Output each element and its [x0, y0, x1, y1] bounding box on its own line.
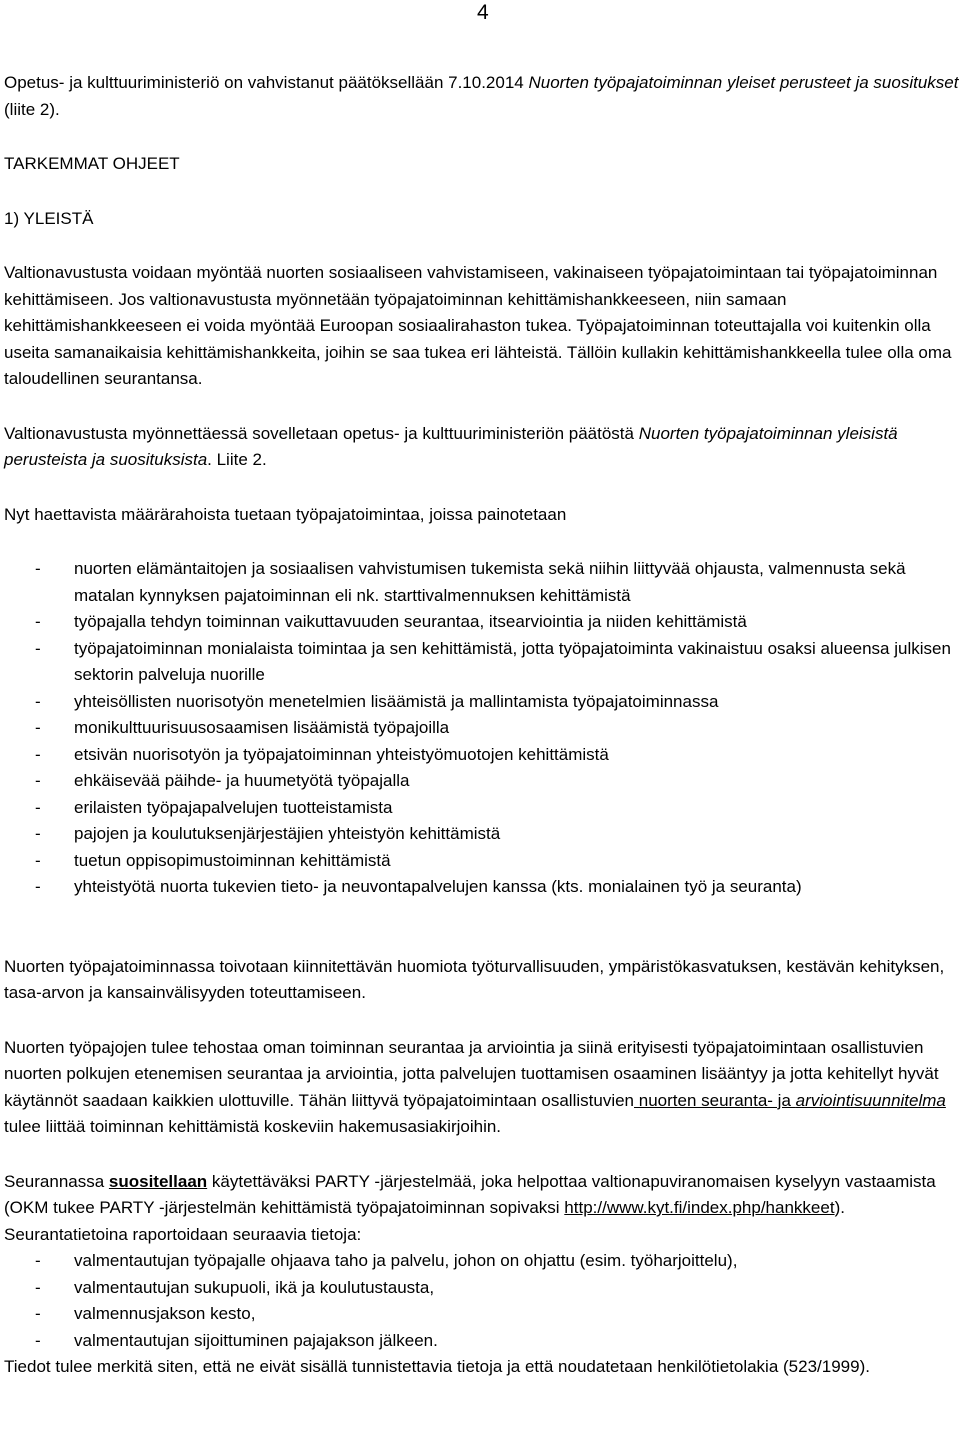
section-heading: 1) YLEISTÄ [4, 208, 94, 228]
decision-italic-title: Nuorten työpajatoiminnan yleisistä perusteista ja suosituksista [4, 423, 898, 469]
paragraph-general: Valtionavustusta voidaan myöntää nuorten sosiaaliseen vahvistamiseen, vakinaiseen työpajatoimintaan tai työpajatoiminnan kehittämiseen. Jos valtionavustusta myönnetään työpajatoiminnan kehittämishankkeeseen, niin samaan kehittämishankkeeseen ei voida myöntää Euroopan sosiaalirahaston tukea. Työpajatoiminnan toteuttajalla voi kuitenkin olla useita samanaikaisia kehittämishankkeita, joihin se saa tukea eri lähteistä. Tällöin kullakin kehittämishankkeella tulee olla oma taloudellinen seurantansa. [4, 263, 952, 388]
paragraph-safety: Nuorten työpajatoiminnassa toivotaan kiinnitettävän huomiota työturvallisuuden, ympäristökasvatuksen, kestävän kehityksen, tasa-arvon ja kansainvälisyyden toteuttamiseen. [4, 956, 945, 1002]
list-item: - yhteisöllisten nuorisotyön menetelmien lisäämistä ja mallintamista työpajatoiminnassa [35, 691, 719, 711]
list-item: - työpajatoiminnan monialaista toimintaa ja sen kehittämistä, jotta työpajatoiminta vakinaistuu osaksi alueensa julkisen sektorin palveluja nuorille [35, 638, 951, 684]
list-item: - pajojen ja koulutuksenjärjestäjien yhteistyön kehittämistä [35, 824, 501, 843]
priorities-list [4, 556, 960, 901]
list-item: - nuorten elämäntaitojen ja sosiaalisen vahvistumisen tukemista sekä niihin liittyvää ohjausta, valmennusta sekä matalan kynnyksen pajatoiminnan eli nk. starttivalmennuksen kehittämistä [35, 559, 906, 605]
paragraph-priorities-intro: Nyt haettavista määrärahoista tuetaan työpajatoimintaa, joissa painotetaan [4, 504, 567, 524]
list-item: - työpajalla tehdyn toiminnan vaikuttavuuden seurantaa, itsearviointia ja niiden kehittämistä [35, 612, 747, 631]
intro-italic-title: Nuorten työpajatoiminnan yleiset perusteet ja suositukset [528, 73, 959, 92]
document-body [4, 70, 960, 1381]
main-heading: TARKEMMAT OHJEET [4, 154, 180, 173]
recommended-emphasis: suositellaan [108, 1171, 208, 1191]
list-item: - valmentautujan sukupuoli, ikä ja koulutustausta, [35, 1277, 435, 1297]
list-item: - yhteistyötä nuorta tukevien tieto- ja neuvontapalvelujen kanssa (kts. monialainen työ ja seuranta) [35, 877, 802, 896]
list-item: - etsivän nuorisotyön ja työpajatoiminnan yhteistyömuotojen kehittämistä [35, 744, 609, 764]
list-item: - ehkäisevää päihde- ja huumetyötä työpajalla [35, 771, 410, 790]
paragraph-decision: Valtionavustusta myönnettäessä sovelletaan opetus- ja kulttuuriministeriön päätöstä Nuorten työpajatoiminnan yleisistä perusteista ja suosituksista. Liite 2. [4, 423, 898, 469]
paragraph-monitoring: Nuorten työpajojen tulee tehostaa oman toiminnan seurantaa ja arviointia ja siinä erityisesti työpajatoimintaan osallistuvien nuorten polkujen etenemisen seurantaa ja arviointia, jotta palvelujen tuottamisen osaaminen lisääntyy ja jotta kehitellyt hyvät käytännöt saadaan kaikkien ulottuville. Tähän liittyvä työpajatoimintaan osallistuvien nuorten seuranta- ja arviointisuunnitelma tulee liittää toiminnan kehittämistä koskeviin hakemusasiakirjoihin. [4, 1037, 946, 1136]
list-item: - monikulttuurisuusosaamisen lisäämistä työpajoilla [35, 718, 450, 737]
list-item: - valmentautujan sijoittuminen pajajakson jälkeen. [35, 1330, 438, 1350]
intro-paragraph: Opetus- ja kulttuuriministeriö on vahvistanut päätöksellään 7.10.2014 Nuorten työpajatoiminnan yleiset perusteet ja suositukset (liite 2). [4, 73, 959, 119]
hankkeet-link[interactable]: http://www.kyt.fi/index.php/hankkeet [564, 1198, 835, 1217]
monitoring-plan-underlined: nuorten seuranta- ja arviointisuunnitelma [634, 1090, 946, 1110]
reporting-list [4, 1248, 960, 1354]
page-number: 4 [477, 1, 489, 24]
paragraph-privacy: Tiedot tulee merkitä siten, että ne eivät sisällä tunnistettavia tietoja ja että noudatetaan henkilötietolakia (523/1999). [4, 1357, 870, 1376]
paragraph-party: Seurannassa suositellaan käytettäväksi PARTY -järjestelmää, joka helpottaa valtionapuviranomaisen kyselyyn vastaamista (OKM tukee PARTY -järjestelmän kehittämistä työpajatoiminnan sopivaksi http://www.kyt.fi/index.php/hankkeet). Seurantatietoina raportoidaan seuraavia tietoja: [4, 1171, 936, 1244]
list-item: - erilaisten työpajapalvelujen tuotteistamista [35, 797, 393, 817]
list-item: - tuetun oppisopimustoiminnan kehittämistä [35, 850, 391, 870]
list-item: - valmennusjakson kesto, [35, 1304, 256, 1323]
list-item: - valmentautujan työpajalle ohjaava taho ja palvelu, johon on ohjattu (esim. työharjoittelu), [35, 1251, 738, 1270]
